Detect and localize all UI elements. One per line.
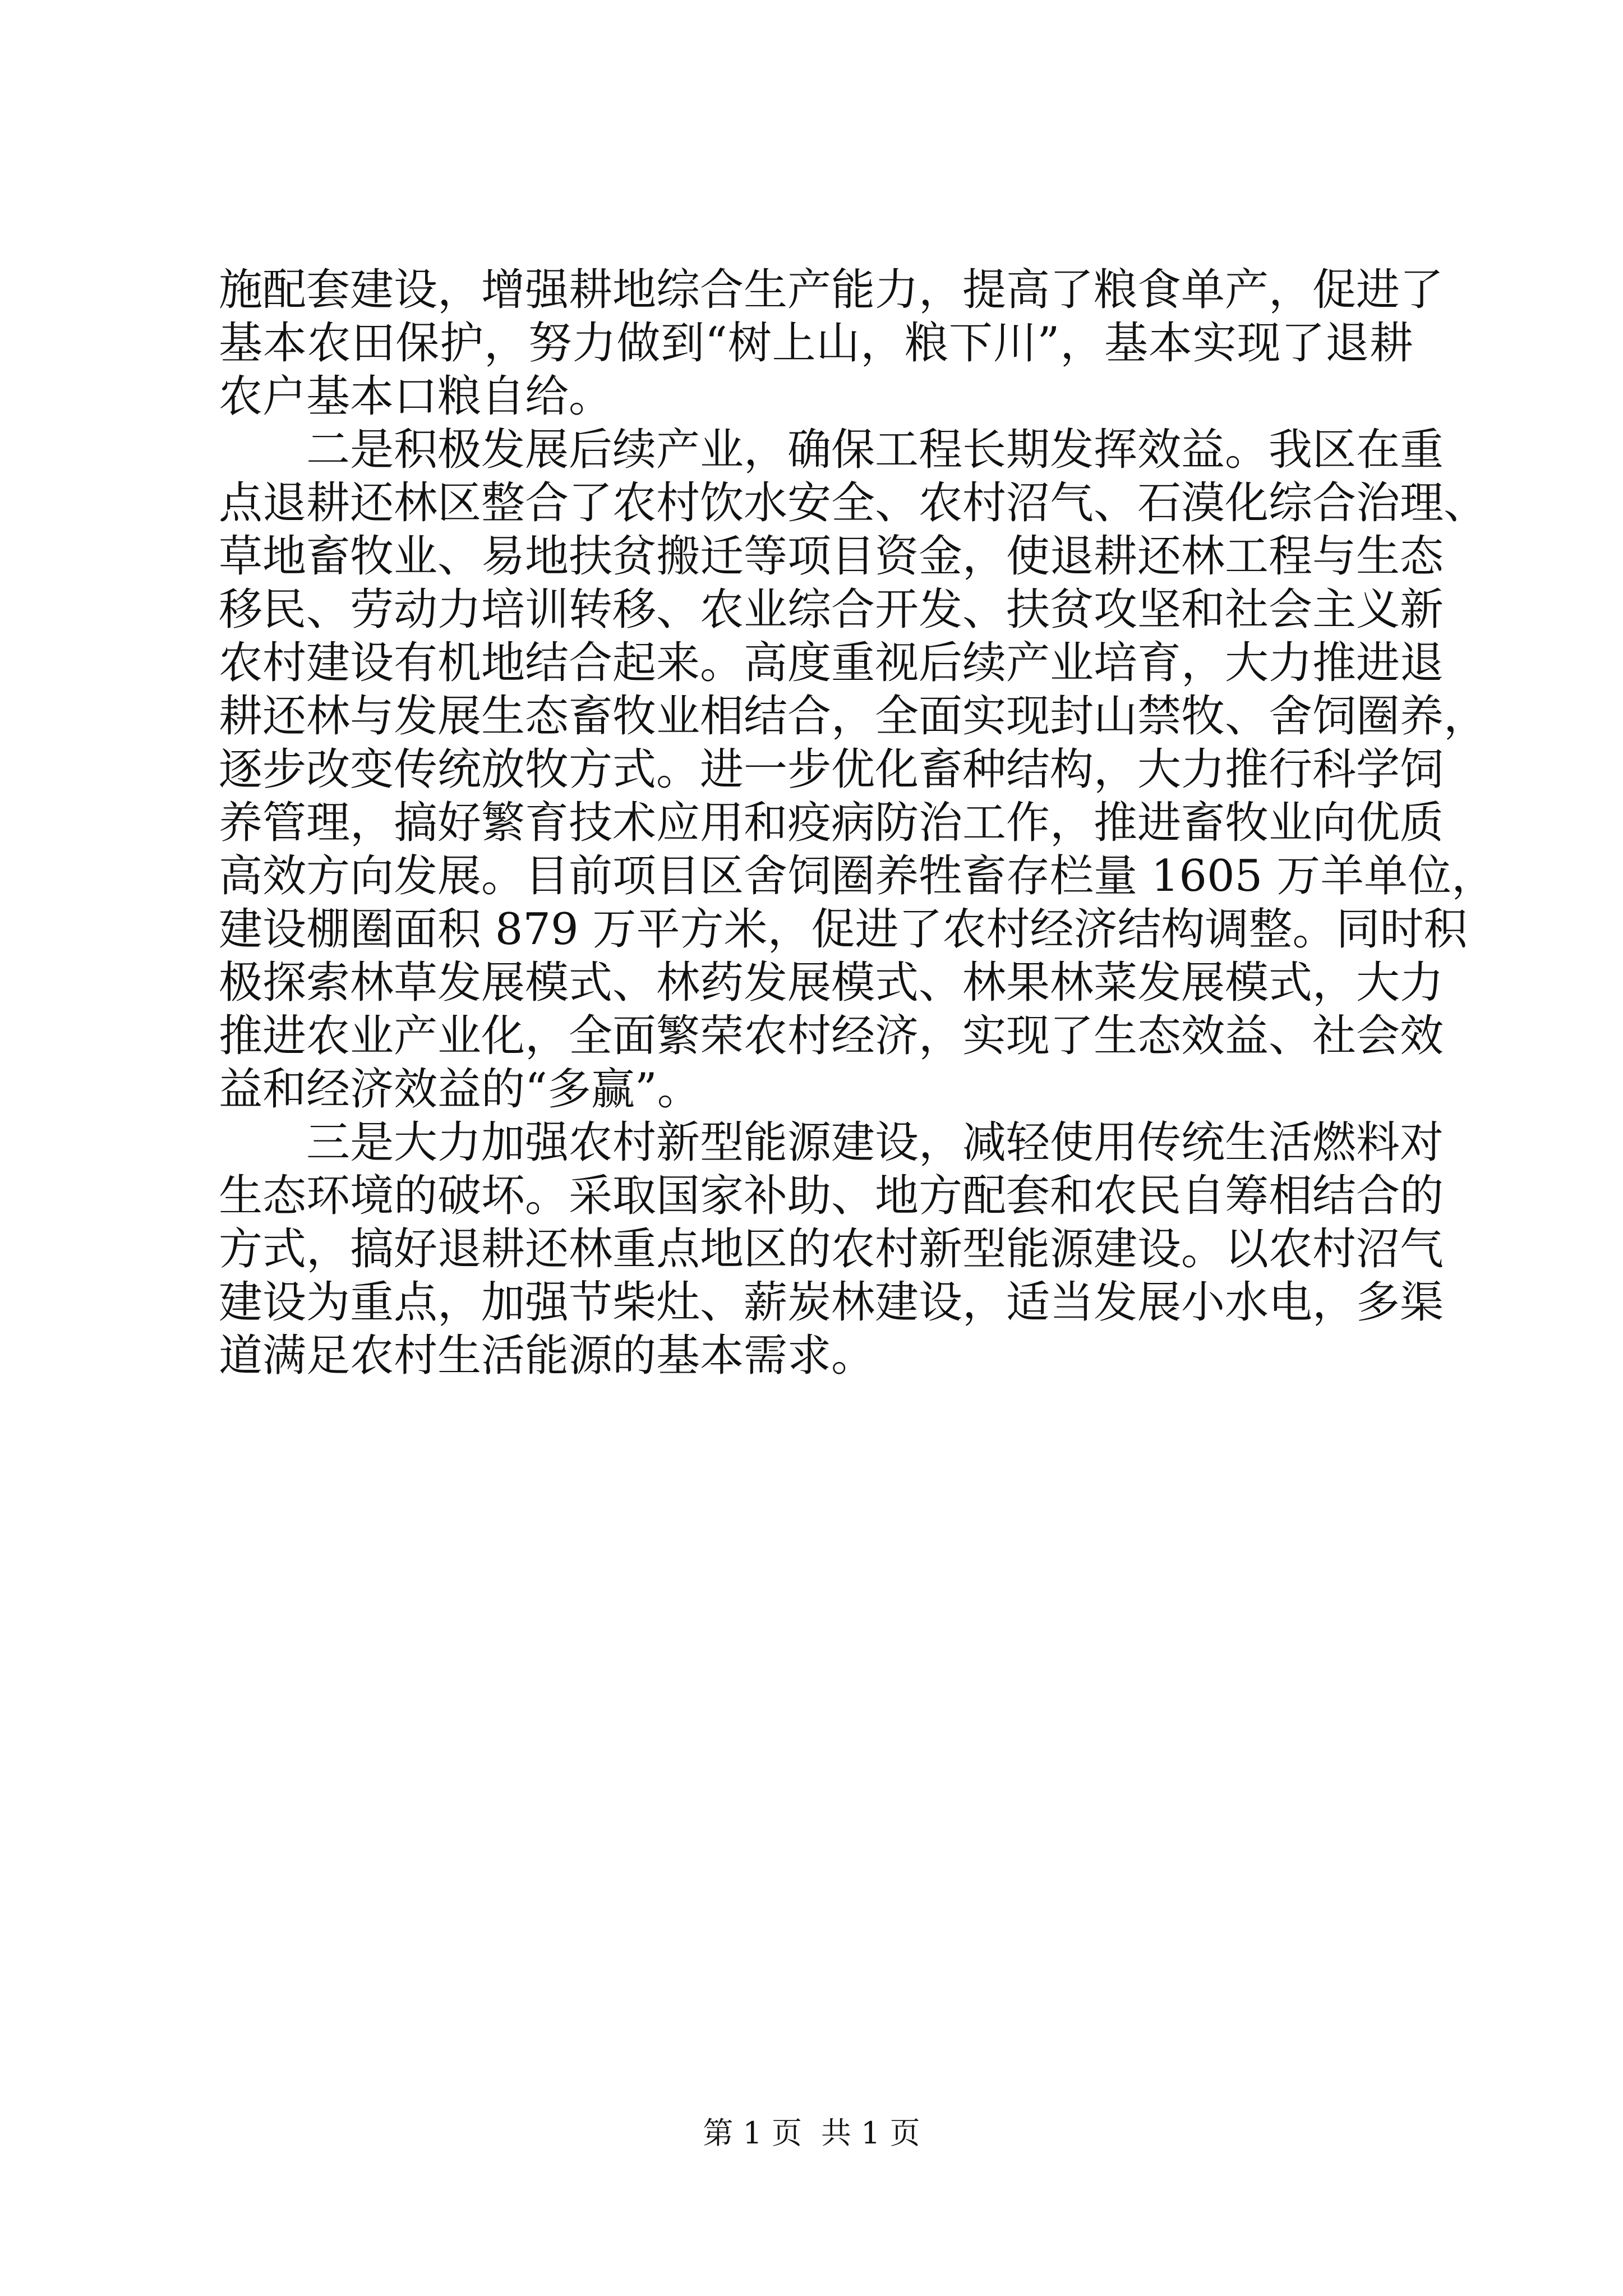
page-footer [0,2114,1623,2153]
paragraph-line: 益和经济效益的“多赢”。 [219,1064,701,1115]
page-total: 共 1 页 [821,2115,920,2151]
paragraph-line: 生态环境的破坏。采取国家补助、地方配套和农民自筹相结合的 [219,1171,1444,1221]
paragraph-line: 基本农田保护，努力做到“树上山，粮下川”，基本实现了退耕 [219,318,1413,369]
paragraph-line: 三是大力加强农村新型能源建设，减轻使用传统生活燃料对 [306,1117,1444,1168]
paragraph-line: 施配套建设，增强耕地综合生产能力，提高了粮食单产，促进了 [219,265,1444,315]
document-body [219,264,1496,1383]
paragraph-line: 方式，搞好退耕还林重点地区的农村新型能源建设。以农村沼气 [219,1224,1444,1274]
paragraph-line: 极探索林草发展模式、林药发展模式、林果林菜发展模式，大力 [219,958,1444,1008]
paragraph-line: 移民、劳动力培训转移、农业综合开发、扶贫攻坚和社会主义新 [219,585,1444,635]
paragraph-line: 二是积极发展后续产业，确保工程长期发挥效益。我区在重 [306,425,1444,475]
paragraph-line: 逐步改变传统放牧方式。进一步优化畜种结构，大力推行科学饲 [219,744,1444,795]
paragraph-line: 农户基本口粮自给。 [219,371,613,422]
paragraph-line: 养管理，搞好繁育技术应用和疫病防治工作，推进畜牧业向优质 [219,798,1444,848]
paragraph-line: 农村建设有机地结合起来。高度重视后续产业培育，大力推进退 [219,638,1444,688]
paragraph-line: 推进农业产业化，全面繁荣农村经济，实现了生态效益、社会效 [219,1011,1444,1061]
paragraph-line: 建设为重点，加强节柴灶、薪炭林建设，适当发展小水电，多渠 [219,1277,1444,1328]
paragraph-line: 耕还林与发展生态畜牧业相结合，全面实现封山禁牧、舍饲圈养， [219,691,1488,742]
paragraph-line: 道满足农村生活能源的基本需求。 [219,1331,875,1381]
paragraph-line: 高效方向发展。目前项目区舍饲圈养牲畜存栏量 1605 万羊单位， [219,851,1496,901]
paragraph-line: 建设棚圈面积 879 万平方米，促进了农村经济结构调整。同时积 [219,904,1468,955]
paragraph-line: 草地畜牧业、易地扶贫搬迁等项目资金，使退耕还林工程与生态 [219,531,1444,582]
page-number: 第 1 页 [703,2115,802,2151]
paragraph-line: 点退耕还林区整合了农村饮水安全、农村沼气、石漠化综合治理、 [219,478,1488,528]
